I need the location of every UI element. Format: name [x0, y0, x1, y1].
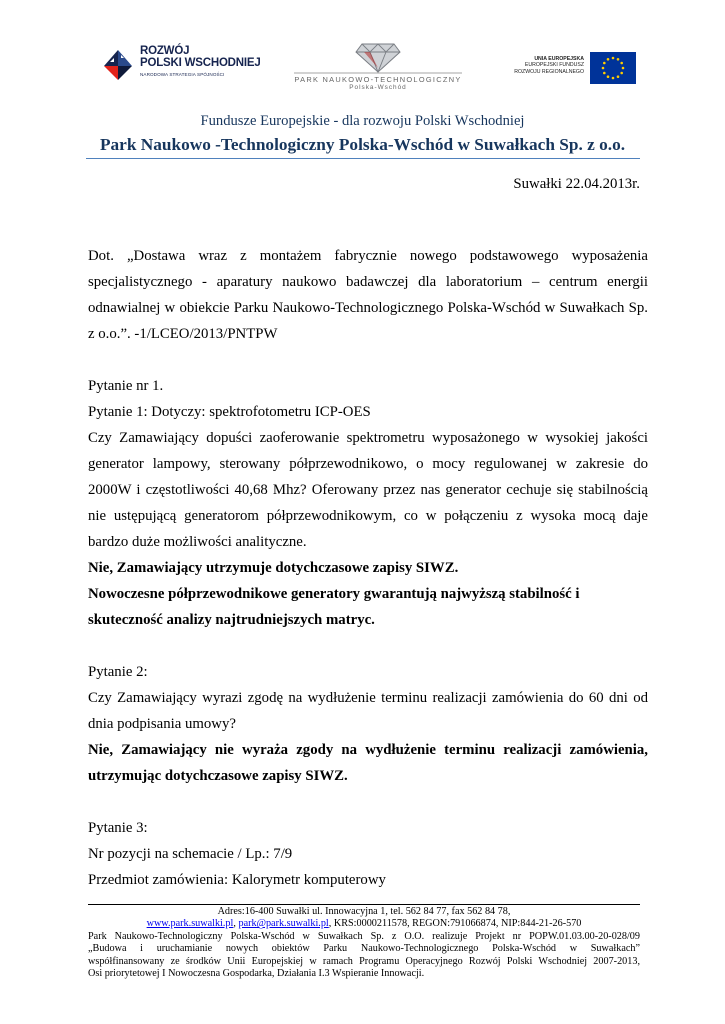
- question-2-heading: Pytanie 2:: [88, 664, 148, 680]
- rozwoj-logo-line2: POLSKI WSCHODNIEJ: [140, 57, 261, 69]
- question-3-line: Nr pozycji na schemacie / Lp.: 7/9: [88, 846, 293, 862]
- website-link[interactable]: www.park.suwalki.pl: [146, 918, 234, 930]
- question-1-line: Czy Zamawiający dopuści zaoferowanie spektrometru wyposażonego w wysokiej jakości: [88, 430, 648, 446]
- answer-1-line: skuteczność analizy najtrudniejszych matryc.: [88, 612, 375, 628]
- rozwoj-polski-wschodniej-logo: [100, 44, 260, 86]
- rozwoj-logo-line1: ROZWÓJ: [140, 45, 190, 57]
- paragraph-gap: [88, 789, 648, 815]
- footer-address: Adres:16-400 Suwałki ul. Innowacyjna 1, tel. 562 84 77, fax 562 84 78,: [217, 906, 511, 917]
- park-naukowo-technologiczny-logo: [288, 40, 468, 92]
- question-1-line: Pytanie 1: Dotyczy: spektrofotometru ICP-OES: [88, 404, 371, 420]
- letter-body: [88, 243, 648, 893]
- eu-logo-text: [508, 56, 584, 75]
- footer-project-line: „Budowa i uruchamianie nowych obiektów Parku Naukowo-Technologicznego Polska-Wschód w Suwałkach”: [88, 943, 640, 955]
- answer-1-line: Nowoczesne półprzewodnikowe generatory gwarantują najwyższą stabilność i: [88, 586, 580, 602]
- question-1-line: 2000W i częstotliwości 40,68 Mhz? Oferowany przez nas generator cechuje się stabilnością: [88, 482, 648, 498]
- question-1-line: bardzo duże możliwości analityczne.: [88, 534, 307, 550]
- question-3-heading: Pytanie 3:: [88, 820, 148, 836]
- rozwoj-emblem-icon: [100, 44, 136, 84]
- answer-2-line: utrzymując dotychczasowe zapisy SIWZ.: [88, 768, 348, 784]
- park-logo-subtitle: Polska-Wschód: [349, 84, 407, 91]
- park-logo-name: PARK NAUKOWO-TECHNOLOGICZNY: [294, 75, 462, 84]
- eu-logo-line2: EUROPEJSKI FUNDUSZ: [524, 62, 584, 69]
- answer-1-line: Nie, Zamawiający utrzymuje dotychczasowe zapisy SIWZ.: [88, 560, 459, 576]
- funds-heading: Fundusze Europejskie - dla rozwoju Polski Wschodniej: [200, 113, 525, 129]
- subject-line: odnawialnej w obiekcie Parku Naukowo-Technologicznego Polska-Wschód w Suwałkach Sp.: [88, 300, 648, 316]
- subject-line: z o.o.”. -1/LCEO/2013/PNTPW: [88, 326, 278, 342]
- diamond-emblem-icon: [288, 40, 468, 76]
- question-1-line: nie ustępującą generatorom półprzewodnikowym, co w połączeniu z wysoka mocą daje: [88, 508, 648, 524]
- answer-2-line: Nie, Zamawiający nie wyraża zgody na wydłużenie terminu realizacji zamówienia,: [88, 742, 648, 758]
- footer-project-line: Park Naukowo-Technologiczny Polska-Wschód w Suwałkach Sp. z O.O. realizuje Projekt nr POPW.01.03.00-20-028/09: [88, 930, 640, 942]
- subject-line: specjalistycznego - aparatury naukowo badawczej dla laboratorium – centrum energii: [88, 274, 648, 290]
- rozwoj-logo-tagline: NARODOWA STRATEGIA SPÓJNOŚCI: [140, 72, 225, 77]
- subject-line: Dot. „Dostawa wraz z montażem fabrycznie nowego podstawowego wyposażenia: [88, 248, 648, 264]
- eu-logo: [508, 52, 638, 86]
- paragraph-gap: [88, 633, 648, 659]
- footer-contact-line: www.park.suwalki.pl, park@park.suwalki.pl, KRS:0000211578, REGON:791066874, NIP:844-21-26-570: [146, 918, 582, 930]
- heading-divider: [86, 158, 640, 159]
- document-date: Suwałki 22.04.2013r.: [513, 176, 640, 192]
- question-2-line: Czy Zamawiający wyrazi zgodę na wydłużenie terminu realizacji zamówienia do 60 dni od: [88, 690, 648, 706]
- paragraph-gap: [88, 347, 648, 373]
- page-footer: [88, 906, 640, 980]
- question-3-line: Przedmiot zamówienia: Kalorymetr komputerowy: [88, 872, 386, 888]
- footer-project-line: Osi priorytetowej I Nowoczesna Gospodarka, Działania I.3 Wspieranie Innowacji.: [88, 968, 425, 980]
- question-1-heading: Pytanie nr 1.: [88, 378, 164, 394]
- eu-flag-icon: [590, 52, 636, 84]
- question-2-line: dnia podpisania umowy?: [88, 716, 236, 732]
- eu-logo-line1: UNIA EUROPEJSKA: [534, 56, 584, 62]
- footer-project-line: współfinansowany ze środków Unii Europejskiej w ramach Programu Operacyjnego Rozwój Polski Wschodniej 2007-2013,: [88, 955, 640, 967]
- company-heading: Park Naukowo -Technologiczny Polska-Wschód w Suwałkach Sp. z o.o.: [99, 135, 626, 154]
- footer-divider: [88, 904, 640, 905]
- eu-logo-line3: ROZWOJU REGIONALNEGO: [514, 68, 584, 75]
- footer-registry: , KRS:0000211578, REGON:791066874, NIP:844-21-26-570: [328, 918, 582, 930]
- question-1-line: generator lampowy, sterowany półprzewodnikowo, o mocy regulowanej w zakresie do: [88, 456, 648, 472]
- email-link[interactable]: park@park.suwalki.pl: [238, 918, 329, 930]
